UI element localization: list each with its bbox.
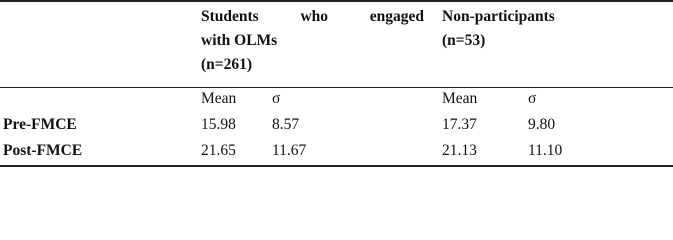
olm-mean-header: Mean [201, 90, 237, 107]
table-top-rule [0, 0, 673, 2]
olm-header-word-1: Students [201, 8, 259, 25]
row-label-pre-fmce: Pre-FMCE [3, 116, 77, 133]
pre-fmce-olm-mean: 15.98 [201, 116, 236, 133]
pre-fmce-non-participants-mean: 17.37 [442, 116, 477, 133]
post-fmce-non-participants-sigma: 11.10 [528, 142, 563, 159]
non-participants-sigma-header: σ [528, 90, 537, 107]
olm-header-line-1 [201, 5, 424, 29]
pre-fmce-olm-sigma: 8.57 [272, 116, 300, 133]
non-participants-header-sample-size: (n=53) [442, 32, 486, 49]
olm-sigma-header: σ [272, 90, 281, 107]
olm-header-word-2: who [300, 8, 329, 25]
table-header-rule [0, 87, 673, 88]
post-fmce-olm-sigma: 11.67 [272, 142, 307, 159]
post-fmce-non-participants-mean: 21.13 [442, 142, 477, 159]
row-label-post-fmce: Post-FMCE [3, 142, 83, 159]
post-fmce-olm-mean: 21.65 [201, 142, 236, 159]
non-participants-mean-header: Mean [442, 90, 478, 107]
column-group-header-olm-students [201, 5, 424, 77]
olm-header-word-3: engaged [369, 8, 424, 25]
non-participants-header-line-1: Non-participants [442, 8, 555, 25]
pre-fmce-non-participants-sigma: 9.80 [528, 116, 556, 133]
olm-header-line-2: with OLMs [201, 32, 278, 49]
column-group-header-non-participants [442, 5, 642, 53]
table-bottom-rule [0, 165, 673, 167]
olm-header-sample-size: (n=261) [201, 56, 253, 73]
